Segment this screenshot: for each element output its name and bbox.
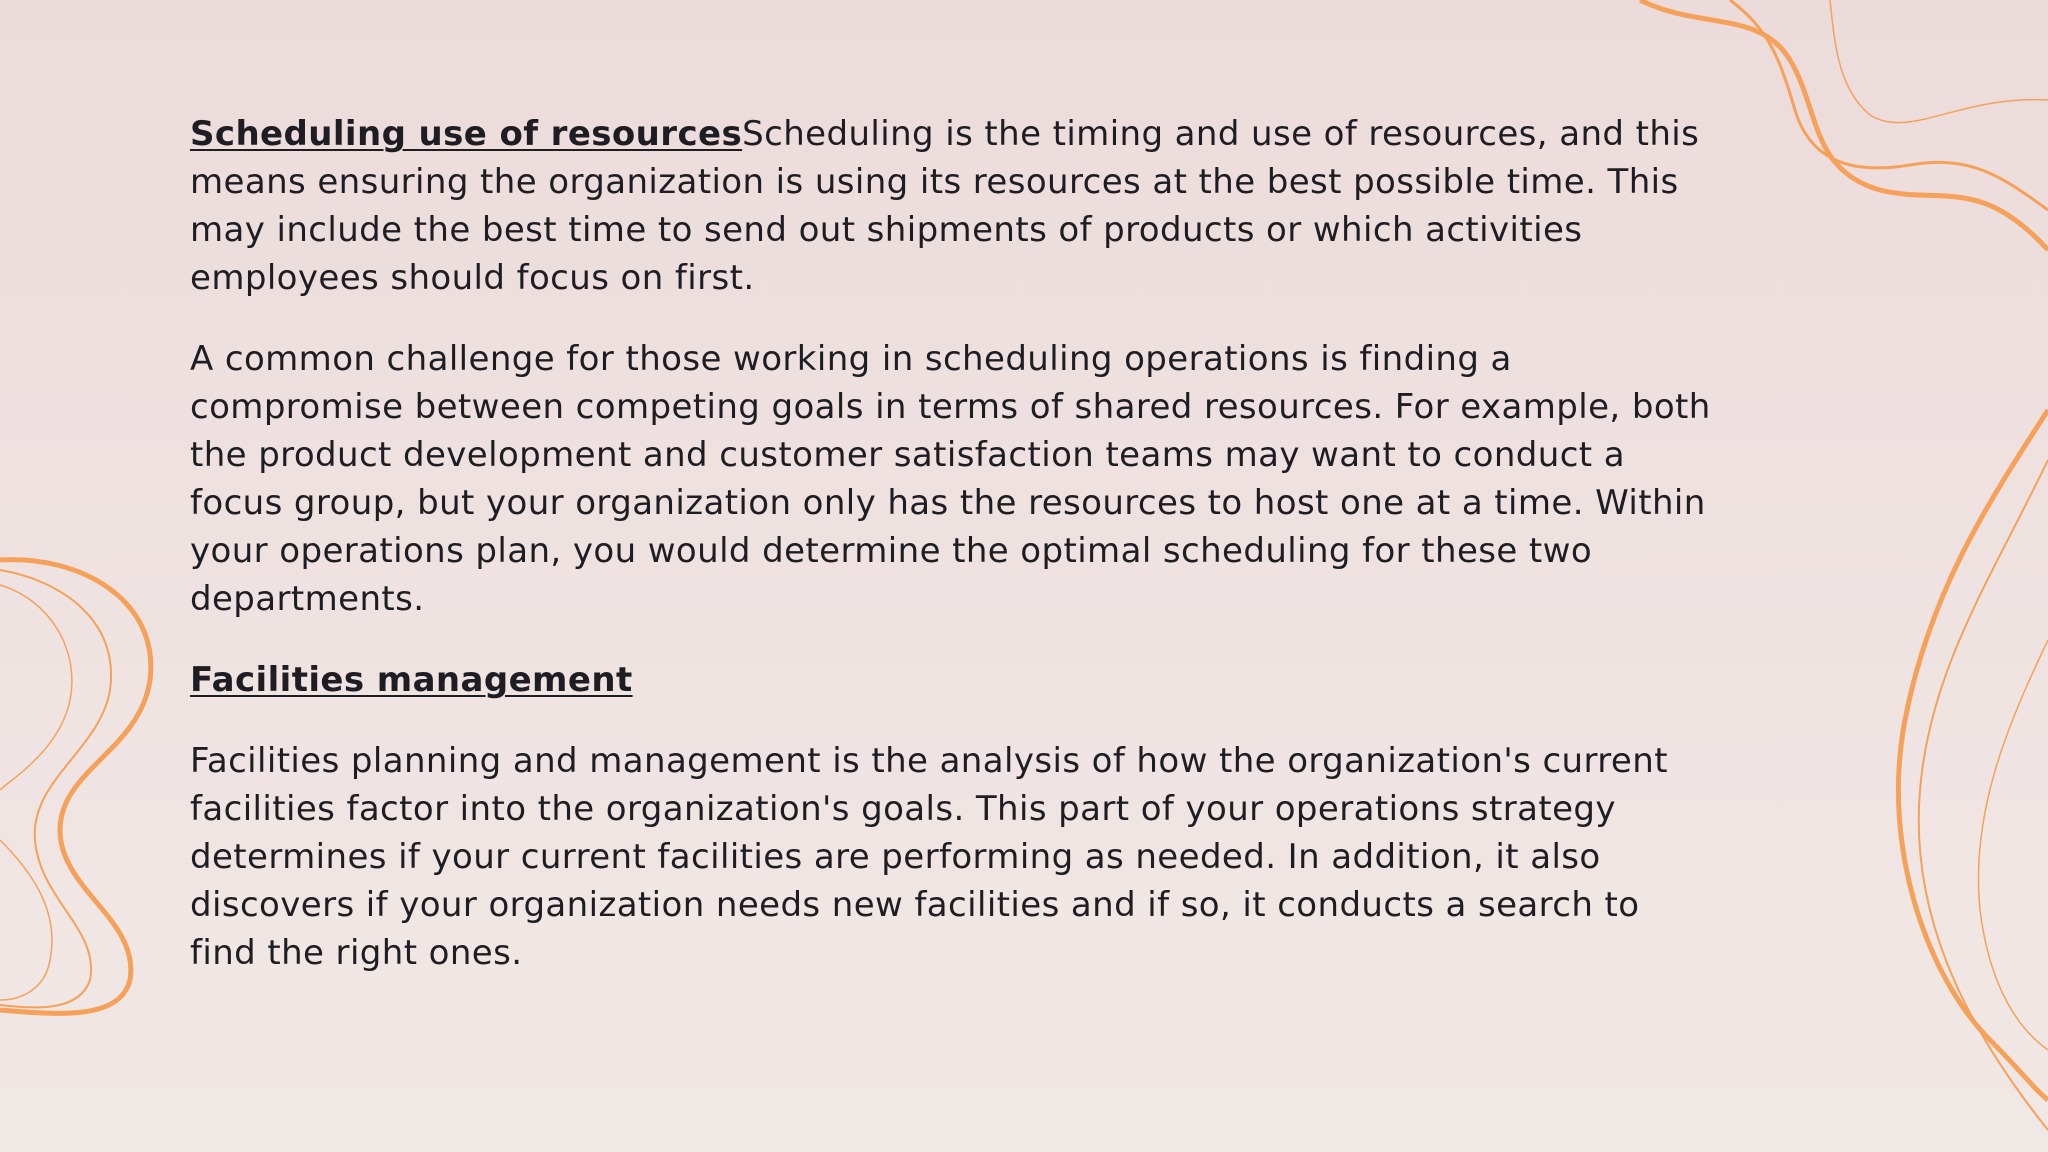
text-line: departments. (190, 579, 425, 619)
text-line: find the right ones. (190, 933, 523, 973)
text-line: the product development and customer satisfaction teams may want to conduct a (190, 435, 1625, 475)
slide-content (190, 110, 1790, 1010)
text-line: means ensuring the organization is using its resources at the best possible time. This (190, 162, 1679, 202)
text-line: determines if your current facilities are performing as needed. In addition, it also (190, 837, 1601, 877)
text-line: may include the best time to send out shipments of products or which activities (190, 210, 1583, 250)
paragraph-common-challenge (190, 335, 1790, 623)
decorative-swirl-left (0, 540, 170, 1030)
paragraph-facilities (190, 737, 1790, 977)
text-line: employees should focus on first. (190, 258, 755, 298)
text-line: discovers if your organization needs new facilities and if so, it conducts a search to (190, 885, 1640, 925)
decorative-swirl-right (1860, 390, 2048, 1152)
text-line: focus group, but your organization only has the resources to host one at a time. Within (190, 483, 1706, 523)
section-facilities-heading (190, 656, 1790, 704)
text-line: facilities factor into the organization's goals. This part of your operations strategy (190, 789, 1616, 829)
heading-facilities-management: Facilities management (190, 660, 633, 700)
text-line: Scheduling is the timing and use of resources, and this (742, 114, 1700, 154)
section-scheduling (190, 110, 1790, 302)
text-line: compromise between competing goals in terms of shared resources. For example, both (190, 387, 1711, 427)
text-line: Facilities planning and management is the analysis of how the organization's current (190, 741, 1668, 781)
text-line: your operations plan, you would determine the optimal scheduling for these two (190, 531, 1593, 571)
heading-scheduling-use-of-resources: Scheduling use of resources (190, 114, 743, 154)
text-line: A common challenge for those working in scheduling operations is finding a (190, 339, 1512, 379)
